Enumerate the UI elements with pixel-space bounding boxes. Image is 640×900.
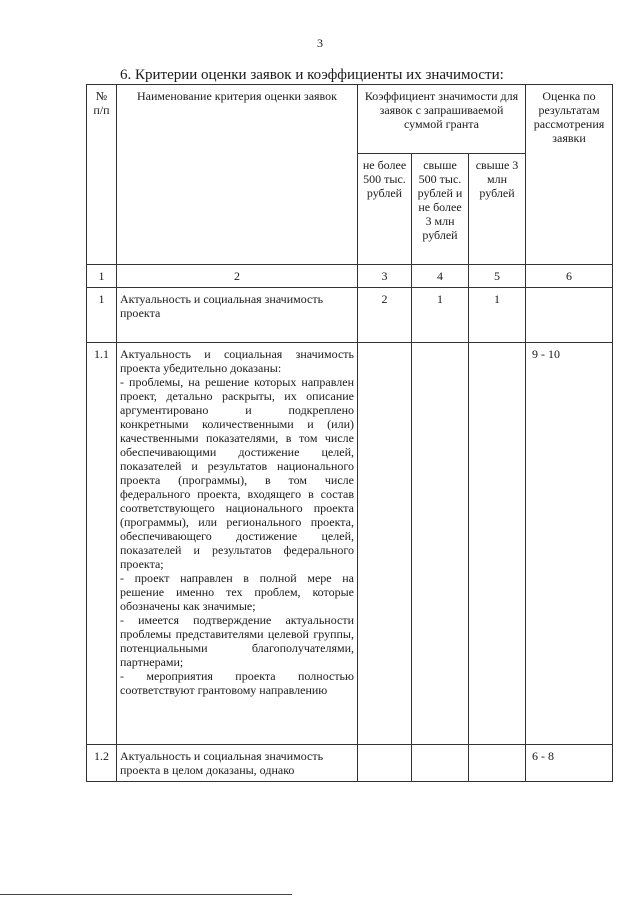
row-coef-a: 2 [358,288,412,343]
row-score: 9 - 10 [526,343,613,745]
page-number: 3 [317,36,323,50]
row-num: 1 [87,288,117,343]
row-coef-b [412,343,469,745]
row-criterion: Актуальность и социальная значимость проекта в целом доказаны, однако [117,745,358,782]
header-sub-a: не более 500 тыс. рублей [358,154,412,265]
header-coef-cell: Коэффициент значимости для заявок с запрашиваемой суммой гранта [358,85,526,154]
table-row [87,343,613,745]
row-num: 1.1 [87,343,117,745]
row-coef-c [469,343,526,745]
index-cell: 4 [412,265,469,288]
table-row [87,288,613,343]
header-score-cell: Оценка по результатам рассмотрения заявки [526,85,613,265]
index-cell: 6 [526,265,613,288]
index-cell: 5 [469,265,526,288]
row-coef-a [358,343,412,745]
header-name-cell: Наименование критерия оценки заявок [117,85,358,265]
section-title: 6. Критерии оценки заявок и коэффициенты их значимости: [120,67,504,83]
index-cell: 2 [117,265,358,288]
scan-edge-line [0,894,292,895]
row-criterion: Актуальность и социальная значимость проекта [117,288,358,343]
row-criterion: Актуальность и социальная значимость проекта убедительно доказаны: - проблемы, на решение которых направлен проект, детально раскрыты, их описание аргументировано и подкреплено конкретными количественными и (или) качественными показателями, в том числе обеспечивающими достижение целей, показателей и результатов национального проекта (программы), в том числе федерального проекта, входящего в состав соответствующего национального проекта (программы), или регионального проекта, обеспечивающего достижение целей, показателей и результатов федерального проекта; - проект направлен в полной мере на решение именно тех проблем, которые обозначены как значимые; - имеется подтверждение актуальности проблемы представителями целевой группы, потенциальными благополучателями, партнерами; - мероприятия проекта полностью соответствуют грантовому направлению [117,343,358,745]
row-coef-a [358,745,412,782]
index-cell: 1 [87,265,117,288]
header-sub-b: свыше 500 тыс. рублей и не более 3 млн рублей [412,154,469,265]
row-coef-b: 1 [412,288,469,343]
row-score: 6 - 8 [526,745,613,782]
row-score [526,288,613,343]
index-row [87,265,613,288]
header-row [87,85,613,154]
header-sub-c: свыше 3 млн рублей [469,154,526,265]
index-cell: 3 [358,265,412,288]
row-coef-c [469,745,526,782]
criteria-table [86,84,613,782]
table-row [87,745,613,782]
row-num: 1.2 [87,745,117,782]
row-coef-c: 1 [469,288,526,343]
header-num-cell: № п/п [87,85,117,265]
row-coef-b [412,745,469,782]
